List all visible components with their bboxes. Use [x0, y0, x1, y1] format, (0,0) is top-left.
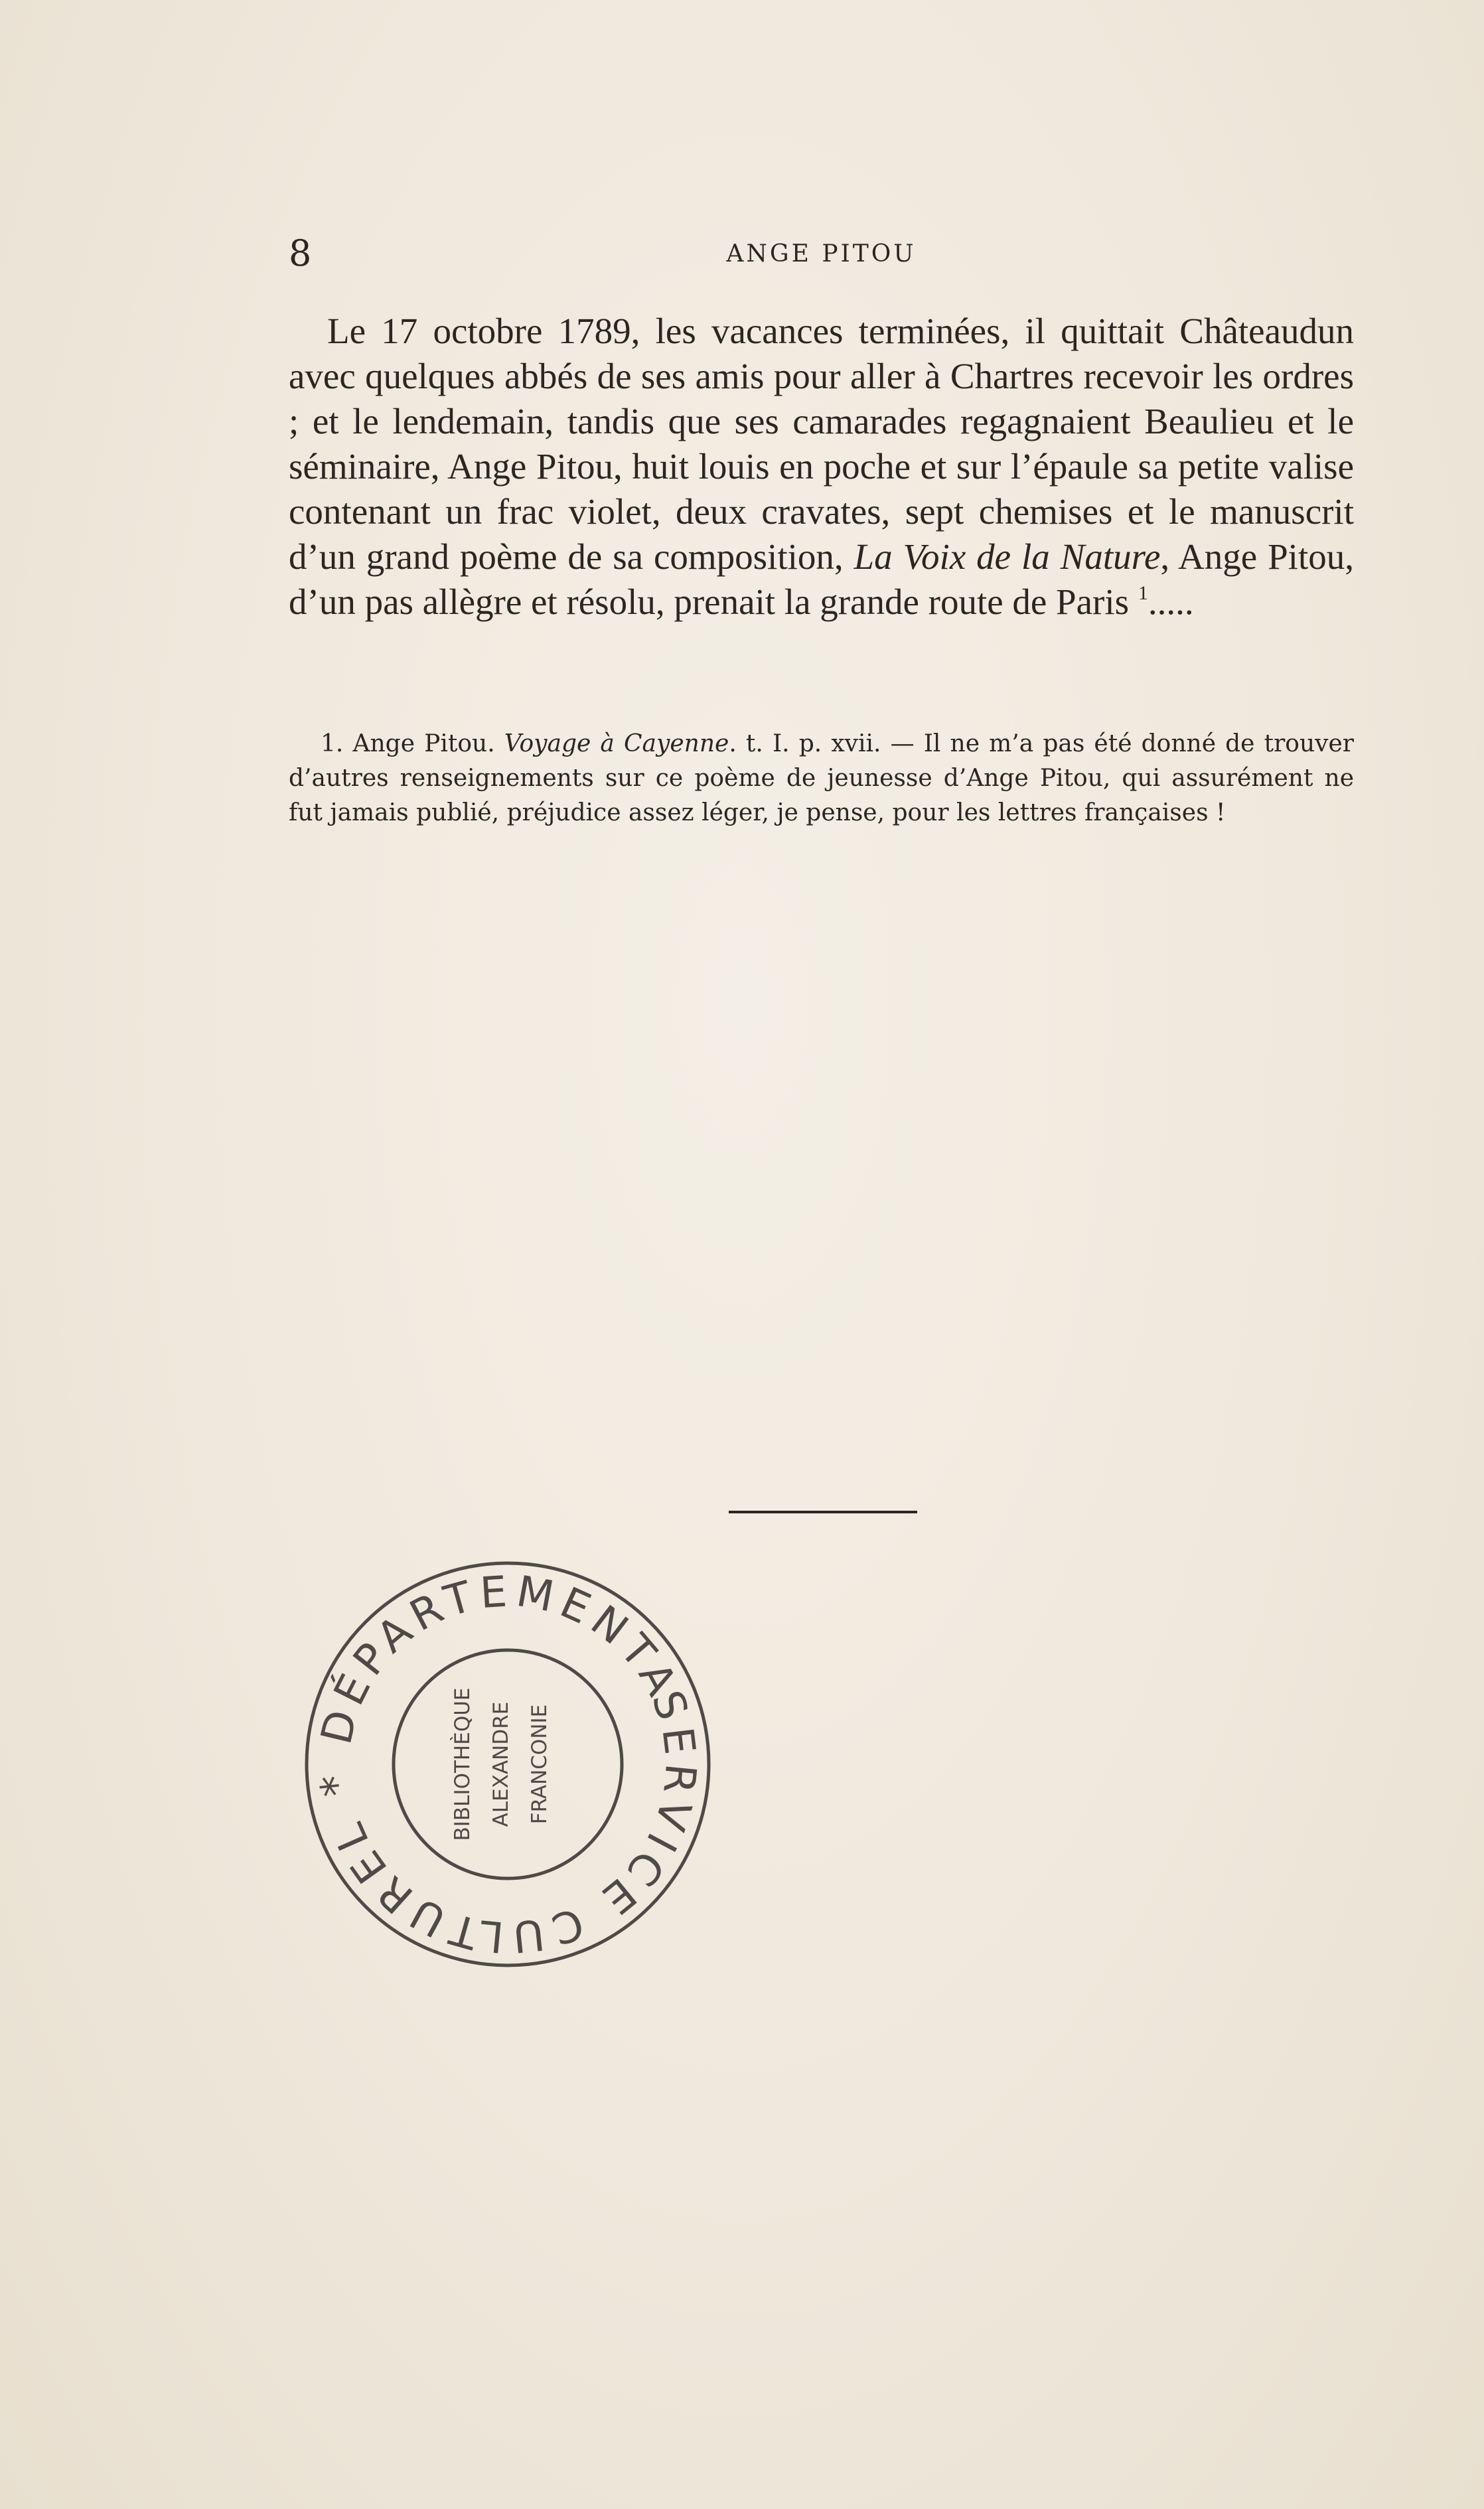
stamp-ring-text: SERVICE CULTUREL * DÉPARTEMENTAL [311, 1566, 705, 1962]
footnote-work-title: Voyage à Cayenne [504, 730, 729, 757]
footnote-number: 1. [321, 730, 344, 757]
body-paragraph [289, 309, 1354, 625]
stamp-line-3: FRANCONIE [528, 1704, 552, 1825]
end-rule [729, 1511, 917, 1513]
running-header [289, 234, 1354, 273]
stamp-line-2: ALEXANDRE [489, 1701, 513, 1827]
page-number: 8 [289, 232, 312, 274]
footnote-reference: 1 [1138, 582, 1148, 604]
running-title: ANGE PITOU [726, 240, 917, 267]
body-ellipsis: ..... [1148, 581, 1194, 622]
footnote-author: Ange Pitou. [352, 730, 495, 757]
body-text-part1: Le 17 octobre 1789, les vacances terminées, il quittait Châteaudun avec quelques abbés de ses amis pour aller à Chartres recevoir les ordres ; et le lendemain, tandis que ses camarades regagnaient Beaulieu et le séminaire, Ange Pitou, huit louis en poche et sur l’épaule sa petite valise contenant un frac violet, deux cravates, sept chemises et le manuscrit d’un grand poème de sa composition, [289, 311, 1354, 577]
footnote [289, 727, 1354, 830]
footnote-citation: . t. I. p. xvii. — Il ne m’a pas été donné de trouver d’autres renseignements sur ce poème de jeunesse d’Ange Pitou, qui assurément ne fut jamais publié, préjudice assez léger, je pense, pour les lettres françaises ! [289, 730, 1354, 826]
stamp-line-1: BIBLIOTHÈQUE [451, 1687, 475, 1841]
library-stamp [299, 1555, 717, 1973]
body-text-part2: , Ange Pitou, d’un pas allègre et résolu, prenait la grande route de Paris [289, 536, 1354, 622]
poem-title: La Voix de la Nature [853, 536, 1161, 577]
stamp-center-text [451, 1687, 552, 1841]
library-stamp-graphic [299, 1555, 717, 1973]
